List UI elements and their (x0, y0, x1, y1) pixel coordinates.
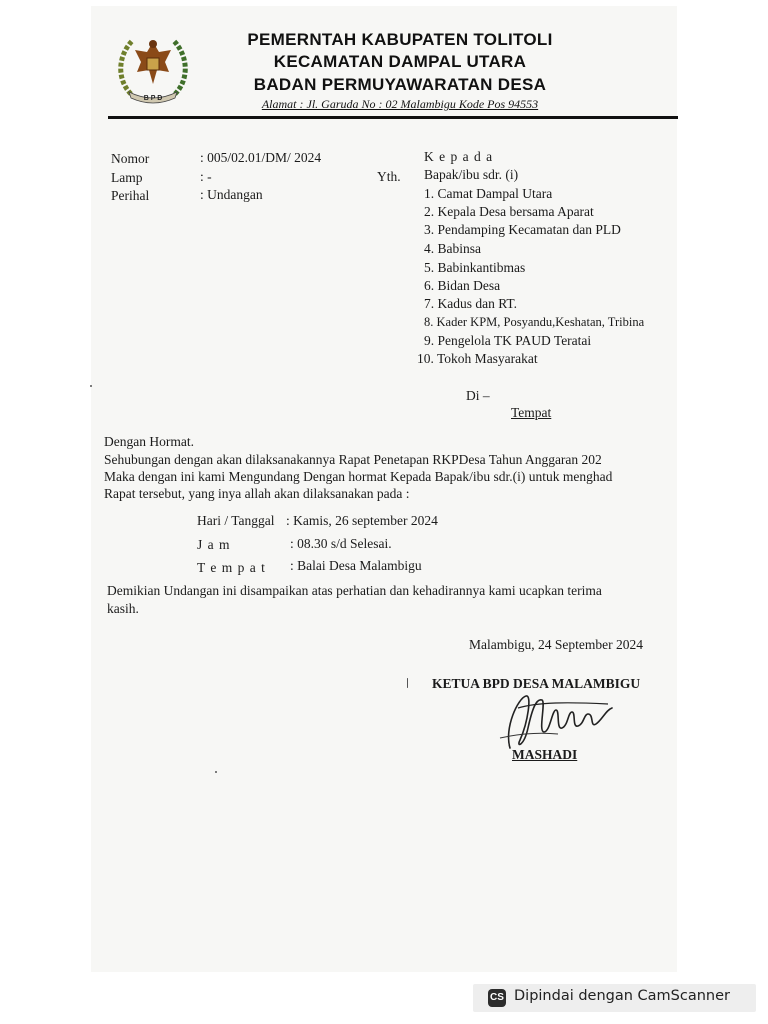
paragraph-line: Sehubungan dengan akan dilaksanakannya Rapat Penetapan RKPDesa Tahun Anggaran 202 (104, 452, 602, 467)
hari-value: : Kamis, 26 september 2024 (286, 513, 438, 528)
recipient-item: 2. Kepala Desa bersama Aparat (424, 204, 594, 219)
camscanner-text: Dipindai dengan CamScanner (514, 988, 731, 1004)
paragraph-line: Rapat tersebut, yang inya allah akan dilaksanakan pada : (104, 486, 410, 501)
scan-speck (90, 385, 92, 387)
jam-value: : 08.30 s/d Selesai. (290, 536, 392, 551)
lamp-label: Lamp (111, 170, 143, 185)
kop-address: Alamat : Jl. Garuda No : 02 Malambigu Kode Pos 94553 (261, 97, 539, 111)
recipient-item: 1. Camat Dampal Utara (424, 186, 553, 201)
tempat-acara-value: : Balai Desa Malambigu (290, 558, 422, 573)
perihal-label: Perihal (111, 188, 150, 203)
tempat-acara-label: T e m p a t (197, 560, 266, 575)
recipient-item: 6. Bidan Desa (424, 278, 501, 293)
nomor-label: Nomor (111, 151, 150, 166)
di-label: Di – (466, 388, 490, 403)
lamp-value: : - (200, 169, 212, 184)
kop-line-2: KECAMATAN DAMPAL UTARA (273, 52, 527, 71)
scan-speck (215, 771, 217, 773)
logo-ribbon-text: B P D (143, 95, 163, 102)
recipient-item: 3. Pendamping Kecamatan dan PLD (424, 222, 621, 237)
recipient-item: 8. Kader KPM, Posyandu,Keshatan, Tribina (424, 315, 645, 329)
bpd-emblem-logo (113, 28, 193, 108)
recipient-item: 7. Kadus dan RT. (424, 296, 518, 311)
camscanner-logo-icon: CS (488, 989, 506, 1007)
recipient-item: 9. Pengelola TK PAUD Teratai (424, 333, 592, 348)
jam-label: J a m (197, 537, 231, 552)
kop-line-3: BADAN PERMUYAWARATAN DESA (253, 75, 547, 94)
recipient-item: 5. Babinkantibmas (424, 260, 526, 275)
paragraph-line: Maka dengan ini kami Mengundang Dengan hormat Kepada Bapak/ibu sdr.(i) untuk menghad (104, 469, 613, 484)
kop-line-1: PEMERNTAH KABUPATEN TOLITOLI (247, 30, 553, 49)
signatory-title: KETUA BPD DESA MALAMBIGU (432, 676, 641, 691)
hari-label: Hari / Tanggal (197, 513, 275, 528)
recipient-item: 4. Babinsa (424, 241, 481, 256)
closing-line: Demikian Undangan ini disampaikan atas perhatian dan kehadirannya kami ucapkan terima (107, 583, 602, 598)
scan-speck (407, 678, 408, 688)
greeting: Dengan Hormat. (104, 434, 194, 449)
perihal-value: : Undangan (200, 187, 263, 202)
place-date: Malambigu, 24 September 2024 (469, 637, 643, 652)
recipient-item: 10. Tokoh Masyarakat (417, 351, 538, 366)
signatory-name: MASHADI (512, 747, 578, 762)
kepada-label: K e p a d a (424, 149, 494, 164)
tempat-label: Tempat (511, 405, 552, 420)
closing-line: kasih. (107, 601, 139, 616)
recipient-salutation: Bapak/ibu sdr. (i) (424, 167, 519, 182)
nomor-value: : 005/02.01/DM/ 2024 (200, 150, 322, 165)
yth-label: Yth. (377, 169, 401, 184)
header-divider (108, 116, 678, 119)
